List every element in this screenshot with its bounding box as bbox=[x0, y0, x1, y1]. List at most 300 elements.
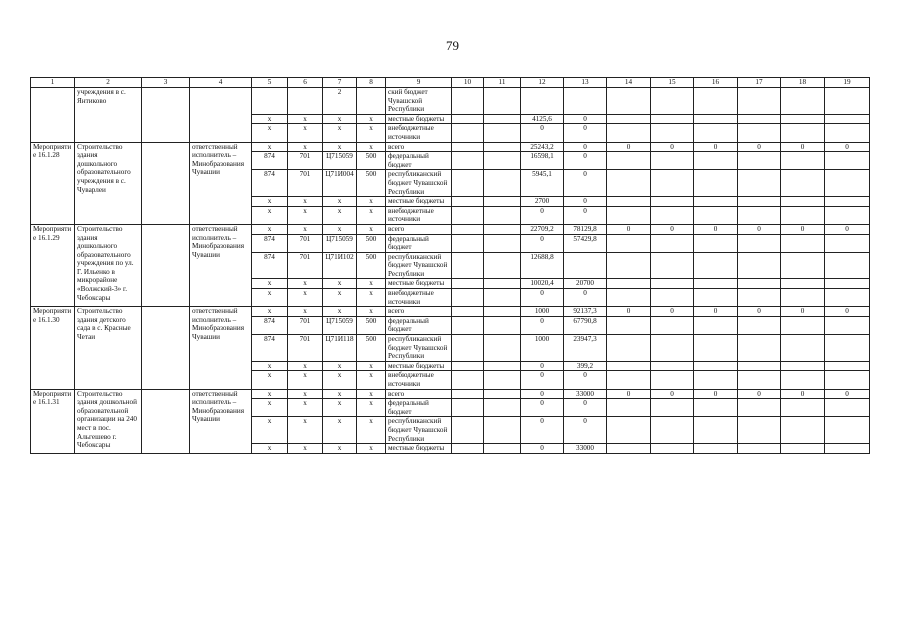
funding-source: местные бюджеты bbox=[386, 279, 452, 289]
cell-col-10 bbox=[452, 389, 484, 399]
column-header: 11 bbox=[484, 78, 521, 88]
value-col-17 bbox=[738, 206, 781, 224]
cell-code-7: x bbox=[323, 307, 357, 317]
value-col-13: 33000 bbox=[564, 389, 607, 399]
funding-source: местные бюджеты bbox=[386, 444, 452, 454]
funding-source: всего bbox=[386, 224, 452, 234]
value-col-13: 0 bbox=[564, 371, 607, 389]
value-col-15 bbox=[651, 361, 694, 371]
cell-col-11 bbox=[484, 114, 521, 124]
cell-code-7: x bbox=[323, 417, 357, 444]
cell-col-3 bbox=[142, 142, 190, 224]
measure-label bbox=[31, 88, 75, 143]
value-col-15 bbox=[651, 399, 694, 417]
cell-col-11 bbox=[484, 361, 521, 371]
funding-source: внебюджетные источники bbox=[386, 289, 452, 307]
cell-code-5: 874 bbox=[252, 234, 288, 252]
cell-col-11 bbox=[484, 417, 521, 444]
cell-code-7: x bbox=[323, 206, 357, 224]
value-col-18: 0 bbox=[781, 224, 825, 234]
page-number: 79 bbox=[446, 38, 459, 53]
column-header: 18 bbox=[781, 78, 825, 88]
value-col-12: 22709,2 bbox=[521, 224, 564, 234]
value-col-14 bbox=[607, 234, 651, 252]
measure-name: Строительство здания дошкольного образовательного учреждения в с. Чуварлеи bbox=[75, 142, 142, 224]
column-header: 17 bbox=[738, 78, 781, 88]
value-col-18 bbox=[781, 371, 825, 389]
table-row bbox=[31, 389, 870, 399]
value-col-15 bbox=[651, 252, 694, 279]
measure-label: Мероприятие 16.1.31 bbox=[31, 389, 75, 453]
cell-code-5: x bbox=[252, 197, 288, 207]
cell-code-7: Ц715059 bbox=[323, 152, 357, 170]
funding-source: республиканский бюджет Чувашской Республики bbox=[386, 170, 452, 197]
value-col-12: 5945,1 bbox=[521, 170, 564, 197]
cell-col-11 bbox=[484, 399, 521, 417]
cell-col-10 bbox=[452, 371, 484, 389]
cell-code-8 bbox=[357, 88, 386, 115]
value-col-13: 399,2 bbox=[564, 361, 607, 371]
cell-col-10 bbox=[452, 114, 484, 124]
value-col-15 bbox=[651, 197, 694, 207]
cell-code-6: 701 bbox=[288, 335, 323, 362]
value-col-13: 0 bbox=[564, 152, 607, 170]
value-col-14: 0 bbox=[607, 142, 651, 152]
cell-col-3 bbox=[142, 307, 190, 389]
table-row bbox=[31, 88, 870, 115]
value-col-14: 0 bbox=[607, 224, 651, 234]
value-col-15 bbox=[651, 234, 694, 252]
cell-code-7: x bbox=[323, 224, 357, 234]
measure-name: учреждения в с. Янтиково bbox=[75, 88, 142, 143]
value-col-16 bbox=[694, 417, 738, 444]
cell-code-5: x bbox=[252, 289, 288, 307]
cell-code-8: x bbox=[357, 279, 386, 289]
cell-code-6: x bbox=[288, 361, 323, 371]
value-col-12: 12688,8 bbox=[521, 252, 564, 279]
value-col-13: 0 bbox=[564, 170, 607, 197]
cell-col-11 bbox=[484, 316, 521, 334]
cell-col-3 bbox=[142, 389, 190, 453]
value-col-19: 0 bbox=[825, 142, 870, 152]
cell-code-7: x bbox=[323, 399, 357, 417]
cell-code-8: x bbox=[357, 124, 386, 142]
cell-col-10 bbox=[452, 124, 484, 142]
executor bbox=[190, 88, 252, 143]
value-col-15: 0 bbox=[651, 389, 694, 399]
cell-code-6: x bbox=[288, 444, 323, 454]
value-col-16 bbox=[694, 279, 738, 289]
cell-code-7: x bbox=[323, 124, 357, 142]
cell-code-7: x bbox=[323, 389, 357, 399]
cell-code-8: 500 bbox=[357, 335, 386, 362]
value-col-17: 0 bbox=[738, 224, 781, 234]
funding-source: всего bbox=[386, 307, 452, 317]
cell-code-8: x bbox=[357, 371, 386, 389]
value-col-15 bbox=[651, 124, 694, 142]
cell-col-11 bbox=[484, 371, 521, 389]
cell-code-6: x bbox=[288, 417, 323, 444]
value-col-15 bbox=[651, 114, 694, 124]
value-col-19: 0 bbox=[825, 389, 870, 399]
value-col-15 bbox=[651, 335, 694, 362]
column-header: 9 bbox=[386, 78, 452, 88]
value-col-18 bbox=[781, 399, 825, 417]
value-col-17 bbox=[738, 361, 781, 371]
value-col-15 bbox=[651, 289, 694, 307]
column-header: 4 bbox=[190, 78, 252, 88]
cell-code-8: x bbox=[357, 197, 386, 207]
value-col-16 bbox=[694, 444, 738, 454]
value-col-14 bbox=[607, 206, 651, 224]
measure-label: Мероприятие 16.1.30 bbox=[31, 307, 75, 389]
value-col-14 bbox=[607, 316, 651, 334]
value-col-14 bbox=[607, 361, 651, 371]
cell-code-7: Ц715059 bbox=[323, 234, 357, 252]
cell-code-7: Ц71И004 bbox=[323, 170, 357, 197]
column-header: 5 bbox=[252, 78, 288, 88]
value-col-15 bbox=[651, 371, 694, 389]
cell-code-5: x bbox=[252, 371, 288, 389]
value-col-19 bbox=[825, 206, 870, 224]
value-col-18 bbox=[781, 234, 825, 252]
value-col-12: 10020,4 bbox=[521, 279, 564, 289]
cell-code-6 bbox=[288, 88, 323, 115]
cell-col-11 bbox=[484, 170, 521, 197]
value-col-17 bbox=[738, 417, 781, 444]
value-col-14 bbox=[607, 371, 651, 389]
value-col-19 bbox=[825, 197, 870, 207]
measure-name: Строительство здания дошкольного образовательного учреждения по ул. Г. Ильенко в микрорайоне «Волжский-3» г. Чебоксары bbox=[75, 224, 142, 306]
value-col-17 bbox=[738, 371, 781, 389]
executor: ответственный исполнитель – Минобразования Чувашии bbox=[190, 142, 252, 224]
value-col-16 bbox=[694, 316, 738, 334]
value-col-19 bbox=[825, 234, 870, 252]
cell-code-5: x bbox=[252, 124, 288, 142]
value-col-13: 67790,8 bbox=[564, 316, 607, 334]
value-col-19: 0 bbox=[825, 307, 870, 317]
value-col-12: 0 bbox=[521, 389, 564, 399]
column-header: 10 bbox=[452, 78, 484, 88]
funding-source: внебюджетные источники bbox=[386, 206, 452, 224]
cell-code-8: x bbox=[357, 399, 386, 417]
funding-source: федеральный бюджет bbox=[386, 399, 452, 417]
executor: ответственный исполнитель – Минобразования Чувашии bbox=[190, 389, 252, 453]
value-col-18 bbox=[781, 88, 825, 115]
value-col-13 bbox=[564, 88, 607, 115]
value-col-14 bbox=[607, 114, 651, 124]
value-col-15 bbox=[651, 206, 694, 224]
value-col-18 bbox=[781, 252, 825, 279]
value-col-14 bbox=[607, 124, 651, 142]
value-col-18 bbox=[781, 124, 825, 142]
value-col-12: 25243,2 bbox=[521, 142, 564, 152]
cell-col-10 bbox=[452, 279, 484, 289]
cell-code-7: Ц71И102 bbox=[323, 252, 357, 279]
value-col-17 bbox=[738, 316, 781, 334]
funding-source: федеральный бюджет bbox=[386, 152, 452, 170]
value-col-18 bbox=[781, 152, 825, 170]
cell-code-8: x bbox=[357, 114, 386, 124]
value-col-17: 0 bbox=[738, 142, 781, 152]
cell-col-11 bbox=[484, 224, 521, 234]
cell-col-11 bbox=[484, 389, 521, 399]
cell-col-11 bbox=[484, 289, 521, 307]
cell-code-6: 701 bbox=[288, 316, 323, 334]
value-col-13: 0 bbox=[564, 399, 607, 417]
cell-code-8: x bbox=[357, 289, 386, 307]
value-col-16: 0 bbox=[694, 307, 738, 317]
value-col-16 bbox=[694, 361, 738, 371]
cell-code-8: x bbox=[357, 206, 386, 224]
cell-col-11 bbox=[484, 152, 521, 170]
cell-code-6: x bbox=[288, 124, 323, 142]
value-col-13: 33000 bbox=[564, 444, 607, 454]
value-col-16 bbox=[694, 371, 738, 389]
value-col-16: 0 bbox=[694, 142, 738, 152]
value-col-12: 2700 bbox=[521, 197, 564, 207]
funding-source: местные бюджеты bbox=[386, 114, 452, 124]
cell-code-6: x bbox=[288, 224, 323, 234]
value-col-14 bbox=[607, 279, 651, 289]
value-col-17: 0 bbox=[738, 389, 781, 399]
cell-code-6: x bbox=[288, 307, 323, 317]
value-col-16 bbox=[694, 252, 738, 279]
cell-code-6: 701 bbox=[288, 152, 323, 170]
value-col-13: 0 bbox=[564, 289, 607, 307]
table-row bbox=[31, 142, 870, 152]
value-col-12: 0 bbox=[521, 371, 564, 389]
value-col-16 bbox=[694, 234, 738, 252]
value-col-13: 0 bbox=[564, 206, 607, 224]
measure-label: Мероприятие 16.1.28 bbox=[31, 142, 75, 224]
value-col-16 bbox=[694, 88, 738, 115]
cell-code-8: x bbox=[357, 224, 386, 234]
cell-code-6: x bbox=[288, 279, 323, 289]
cell-code-8: x bbox=[357, 307, 386, 317]
cell-code-6: 701 bbox=[288, 170, 323, 197]
cell-code-8: 500 bbox=[357, 152, 386, 170]
cell-code-5: 874 bbox=[252, 335, 288, 362]
value-col-16 bbox=[694, 206, 738, 224]
cell-code-7: x bbox=[323, 289, 357, 307]
value-col-15: 0 bbox=[651, 142, 694, 152]
value-col-12: 0 bbox=[521, 417, 564, 444]
measure-label: Мероприятие 16.1.29 bbox=[31, 224, 75, 306]
value-col-13: 57429,8 bbox=[564, 234, 607, 252]
cell-code-7: x bbox=[323, 444, 357, 454]
cell-col-10 bbox=[452, 152, 484, 170]
column-header: 2 bbox=[75, 78, 142, 88]
cell-col-10 bbox=[452, 335, 484, 362]
value-col-15 bbox=[651, 316, 694, 334]
cell-col-10 bbox=[452, 142, 484, 152]
funding-source: республиканский бюджет Чувашской Республики bbox=[386, 335, 452, 362]
cell-code-6: x bbox=[288, 114, 323, 124]
funding-source: республиканский бюджет Чувашской Республики bbox=[386, 252, 452, 279]
value-col-15 bbox=[651, 170, 694, 197]
cell-code-5: x bbox=[252, 206, 288, 224]
table-body bbox=[31, 78, 870, 454]
cell-col-10 bbox=[452, 197, 484, 207]
column-number-row bbox=[31, 78, 870, 88]
funding-source: ский бюджет Чувашской Республики bbox=[386, 88, 452, 115]
value-col-15: 0 bbox=[651, 307, 694, 317]
cell-code-5: x bbox=[252, 444, 288, 454]
value-col-18 bbox=[781, 417, 825, 444]
cell-code-7: 2 bbox=[323, 88, 357, 115]
cell-col-10 bbox=[452, 399, 484, 417]
column-header: 7 bbox=[323, 78, 357, 88]
value-col-14 bbox=[607, 252, 651, 279]
cell-col-10 bbox=[452, 234, 484, 252]
value-col-13: 92137,3 bbox=[564, 307, 607, 317]
value-col-16 bbox=[694, 399, 738, 417]
value-col-17 bbox=[738, 289, 781, 307]
cell-code-8: x bbox=[357, 389, 386, 399]
cell-col-11 bbox=[484, 252, 521, 279]
cell-code-5: 874 bbox=[252, 170, 288, 197]
funding-source: местные бюджеты bbox=[386, 361, 452, 371]
cell-code-7: x bbox=[323, 197, 357, 207]
value-col-19 bbox=[825, 371, 870, 389]
value-col-14 bbox=[607, 399, 651, 417]
value-col-14 bbox=[607, 170, 651, 197]
measure-name: Строительство здания дошкольной образовательной организации на 240 мест в пос. Альгешево г. Чебоксары bbox=[75, 389, 142, 453]
value-col-18 bbox=[781, 316, 825, 334]
value-col-17 bbox=[738, 114, 781, 124]
value-col-15 bbox=[651, 88, 694, 115]
table-row bbox=[31, 307, 870, 317]
value-col-19 bbox=[825, 170, 870, 197]
funding-source: республиканский бюджет Чувашской Республики bbox=[386, 417, 452, 444]
value-col-17 bbox=[738, 197, 781, 207]
value-col-16 bbox=[694, 114, 738, 124]
value-col-14: 0 bbox=[607, 389, 651, 399]
value-col-12: 16598,1 bbox=[521, 152, 564, 170]
value-col-19 bbox=[825, 124, 870, 142]
funding-source: федеральный бюджет bbox=[386, 234, 452, 252]
value-col-19 bbox=[825, 335, 870, 362]
value-col-17 bbox=[738, 124, 781, 142]
value-col-14 bbox=[607, 417, 651, 444]
cell-code-7: x bbox=[323, 361, 357, 371]
cell-col-11 bbox=[484, 197, 521, 207]
cell-col-10 bbox=[452, 444, 484, 454]
value-col-13: 78129,8 bbox=[564, 224, 607, 234]
cell-col-10 bbox=[452, 316, 484, 334]
value-col-17 bbox=[738, 252, 781, 279]
cell-code-6: x bbox=[288, 389, 323, 399]
value-col-17 bbox=[738, 152, 781, 170]
value-col-19 bbox=[825, 88, 870, 115]
value-col-14 bbox=[607, 289, 651, 307]
column-header: 12 bbox=[521, 78, 564, 88]
value-col-18 bbox=[781, 289, 825, 307]
value-col-17 bbox=[738, 88, 781, 115]
cell-col-11 bbox=[484, 234, 521, 252]
value-col-19 bbox=[825, 316, 870, 334]
value-col-16: 0 bbox=[694, 224, 738, 234]
value-col-19 bbox=[825, 114, 870, 124]
value-col-19 bbox=[825, 279, 870, 289]
value-col-19 bbox=[825, 399, 870, 417]
cell-code-5: x bbox=[252, 361, 288, 371]
cell-col-10 bbox=[452, 224, 484, 234]
cell-code-6: 701 bbox=[288, 252, 323, 279]
cell-col-10 bbox=[452, 170, 484, 197]
value-col-13: 0 bbox=[564, 197, 607, 207]
value-col-17 bbox=[738, 279, 781, 289]
cell-code-5: x bbox=[252, 142, 288, 152]
cell-code-8: 500 bbox=[357, 234, 386, 252]
value-col-19 bbox=[825, 361, 870, 371]
cell-code-5: 874 bbox=[252, 152, 288, 170]
cell-col-11 bbox=[484, 279, 521, 289]
value-col-12: 1000 bbox=[521, 307, 564, 317]
value-col-17: 0 bbox=[738, 307, 781, 317]
value-col-12: 0 bbox=[521, 124, 564, 142]
value-col-18 bbox=[781, 335, 825, 362]
cell-code-5: x bbox=[252, 224, 288, 234]
value-col-12: 0 bbox=[521, 206, 564, 224]
value-col-19 bbox=[825, 289, 870, 307]
value-col-12: 0 bbox=[521, 444, 564, 454]
cell-code-5: x bbox=[252, 114, 288, 124]
cell-col-11 bbox=[484, 124, 521, 142]
cell-col-10 bbox=[452, 417, 484, 444]
cell-col-11 bbox=[484, 307, 521, 317]
cell-code-8: x bbox=[357, 444, 386, 454]
value-col-14 bbox=[607, 197, 651, 207]
cell-code-6: x bbox=[288, 289, 323, 307]
cell-col-3 bbox=[142, 88, 190, 143]
funding-source: внебюджетные источники bbox=[386, 371, 452, 389]
cell-code-6: x bbox=[288, 142, 323, 152]
cell-col-10 bbox=[452, 88, 484, 115]
value-col-13: 0 bbox=[564, 142, 607, 152]
value-col-14 bbox=[607, 88, 651, 115]
value-col-18: 0 bbox=[781, 389, 825, 399]
value-col-18: 0 bbox=[781, 142, 825, 152]
value-col-19 bbox=[825, 252, 870, 279]
value-col-19 bbox=[825, 152, 870, 170]
cell-code-8: 500 bbox=[357, 252, 386, 279]
measure-name: Строительство здания детского сада в с. Красные Четаи bbox=[75, 307, 142, 389]
value-col-18 bbox=[781, 197, 825, 207]
column-header: 6 bbox=[288, 78, 323, 88]
funding-source: местные бюджеты bbox=[386, 197, 452, 207]
value-col-17 bbox=[738, 234, 781, 252]
cell-code-8: 500 bbox=[357, 316, 386, 334]
value-col-15 bbox=[651, 417, 694, 444]
value-col-19 bbox=[825, 417, 870, 444]
cell-col-10 bbox=[452, 361, 484, 371]
cell-col-10 bbox=[452, 252, 484, 279]
cell-col-11 bbox=[484, 88, 521, 115]
value-col-18 bbox=[781, 170, 825, 197]
cell-col-11 bbox=[484, 335, 521, 362]
value-col-17 bbox=[738, 399, 781, 417]
cell-code-6: x bbox=[288, 197, 323, 207]
cell-code-6: x bbox=[288, 206, 323, 224]
value-col-14 bbox=[607, 335, 651, 362]
value-col-13: 20700 bbox=[564, 279, 607, 289]
value-col-13 bbox=[564, 252, 607, 279]
cell-col-10 bbox=[452, 289, 484, 307]
value-col-12: 4125,6 bbox=[521, 114, 564, 124]
cell-col-3 bbox=[142, 224, 190, 306]
